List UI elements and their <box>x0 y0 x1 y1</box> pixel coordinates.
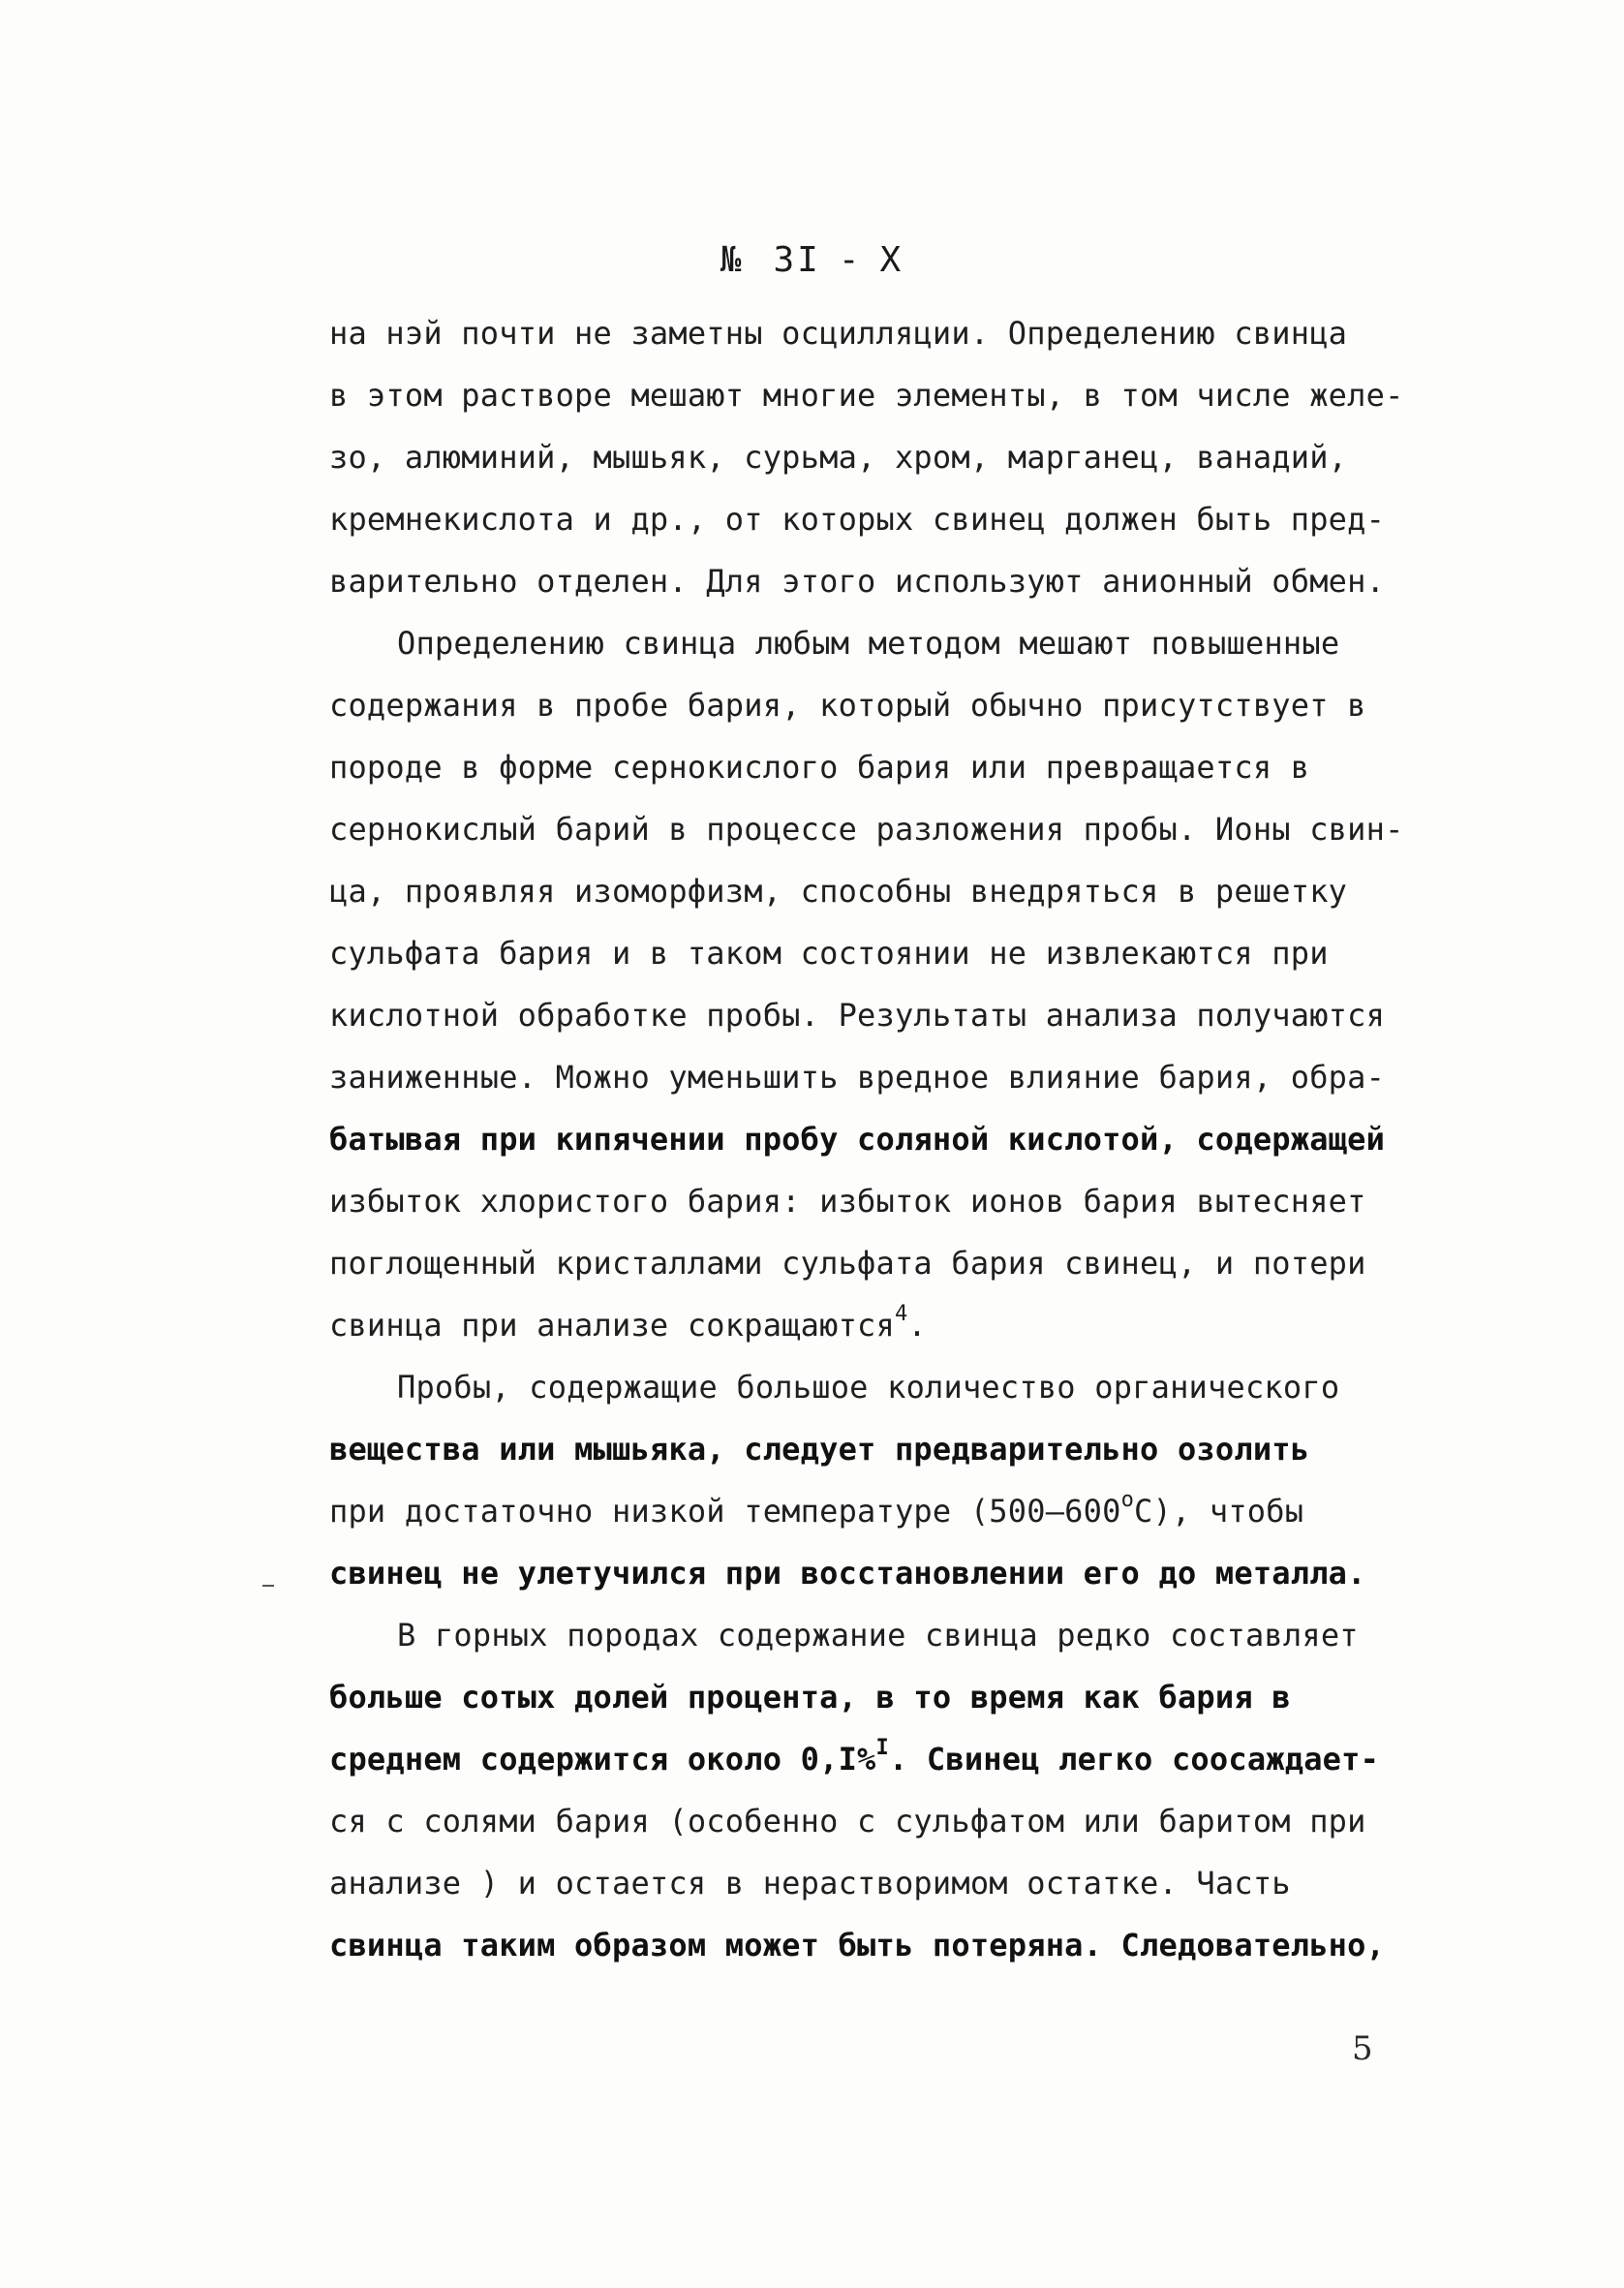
document-number: 3I <box>773 240 821 280</box>
paragraph-4 <box>329 1604 1386 1976</box>
text-line: анализе ) и остается в нерастворимом остатке. Часть <box>329 1865 1291 1902</box>
page-header <box>0 240 1624 280</box>
line-text: С), чтобы <box>1134 1493 1304 1530</box>
series-roman-numeral: X <box>879 240 904 280</box>
text-line: батывая при кипячении пробу соляной кислотой, содержащей <box>329 1121 1386 1158</box>
text-line: больше сотых долей процента, в то время как бария в <box>329 1679 1291 1716</box>
text-line: заниженные. Можно уменьшить вредное влияние бария, обра- <box>329 1059 1386 1096</box>
paragraph-1 <box>329 302 1404 612</box>
text-line: В горных породах содержание свинца редко составляет <box>397 1617 1359 1654</box>
footnote-reference: 4 <box>894 1302 908 1326</box>
header-separator: - <box>838 240 863 280</box>
text-line: вещества или мышьяка, следует предварительно озолить <box>329 1431 1310 1468</box>
text-line: зо, алюминий, мышьяк, сурьма, хром, марганец, ванадий, <box>329 439 1348 476</box>
text-line: на нэй почти не заметны осцилляции. Определению свинца <box>329 315 1348 352</box>
text-line: поглощенный кристаллами сульфата бария свинец, и потери <box>329 1245 1366 1282</box>
text-line: породе в форме сернокислого бария или превращается в <box>329 749 1310 786</box>
line-text: свинца при анализе сокращаются <box>329 1307 895 1344</box>
footnote-reference: I <box>875 1736 889 1760</box>
text-line: ся с солями бария (особенно с сульфатом или баритом при <box>329 1803 1366 1840</box>
text-line-with-footnote <box>329 1728 1380 1790</box>
text-line: кислотной обработке пробы. Результаты анализа получаются <box>329 997 1386 1034</box>
text-line: Пробы, содержащие большое количество органического <box>397 1369 1340 1406</box>
text-line-with-temperature <box>329 1480 1375 1542</box>
degree-sign: о <box>1120 1488 1135 1512</box>
line-text: среднем содержится около 0,I% <box>329 1741 876 1778</box>
text-line: сульфата бария и в таком состоянии не извлекаются при <box>329 935 1329 972</box>
text-line-with-footnote <box>329 1294 1375 1356</box>
page-number: 5 <box>1352 2029 1373 2068</box>
body-text <box>329 302 1404 1976</box>
text-line: варительно отделен. Для этого используют анионный обмен. <box>329 563 1386 600</box>
text-line: ца, проявляя изоморфизм, способны внедряться в решетку <box>329 873 1348 910</box>
line-text: . Свинец легко соосаждает- <box>888 1741 1380 1778</box>
text-line: кремнекислота и др., от которых свинец должен быть пред- <box>329 501 1386 538</box>
line-punctuation: . <box>907 1307 927 1344</box>
text-line: в этом растворе мешают многие элементы, в том числе желе- <box>329 377 1404 414</box>
text-line: свинца таким образом может быть потеряна. Следовательно, <box>329 1927 1386 1963</box>
paragraph-3 <box>329 1356 1375 1604</box>
text-line: сернокислый барий в процессе разложения пробы. Ионы свин- <box>329 811 1404 848</box>
margin-mark <box>262 1585 274 1587</box>
text-line: избыток хлористого бария: избыток ионов бария вытесняет <box>329 1183 1366 1220</box>
line-text: при достаточно низкой температуре (500–600 <box>329 1493 1121 1530</box>
number-sign: № <box>720 240 745 280</box>
text-line: свинец не улетучился при восстановлении его до металла. <box>329 1555 1366 1592</box>
paragraph-2 <box>329 612 1404 1356</box>
text-line: содержания в пробе бария, который обычно присутствует в <box>329 687 1366 724</box>
text-line: Определению свинца любым методом мешают повышенные <box>397 625 1340 662</box>
